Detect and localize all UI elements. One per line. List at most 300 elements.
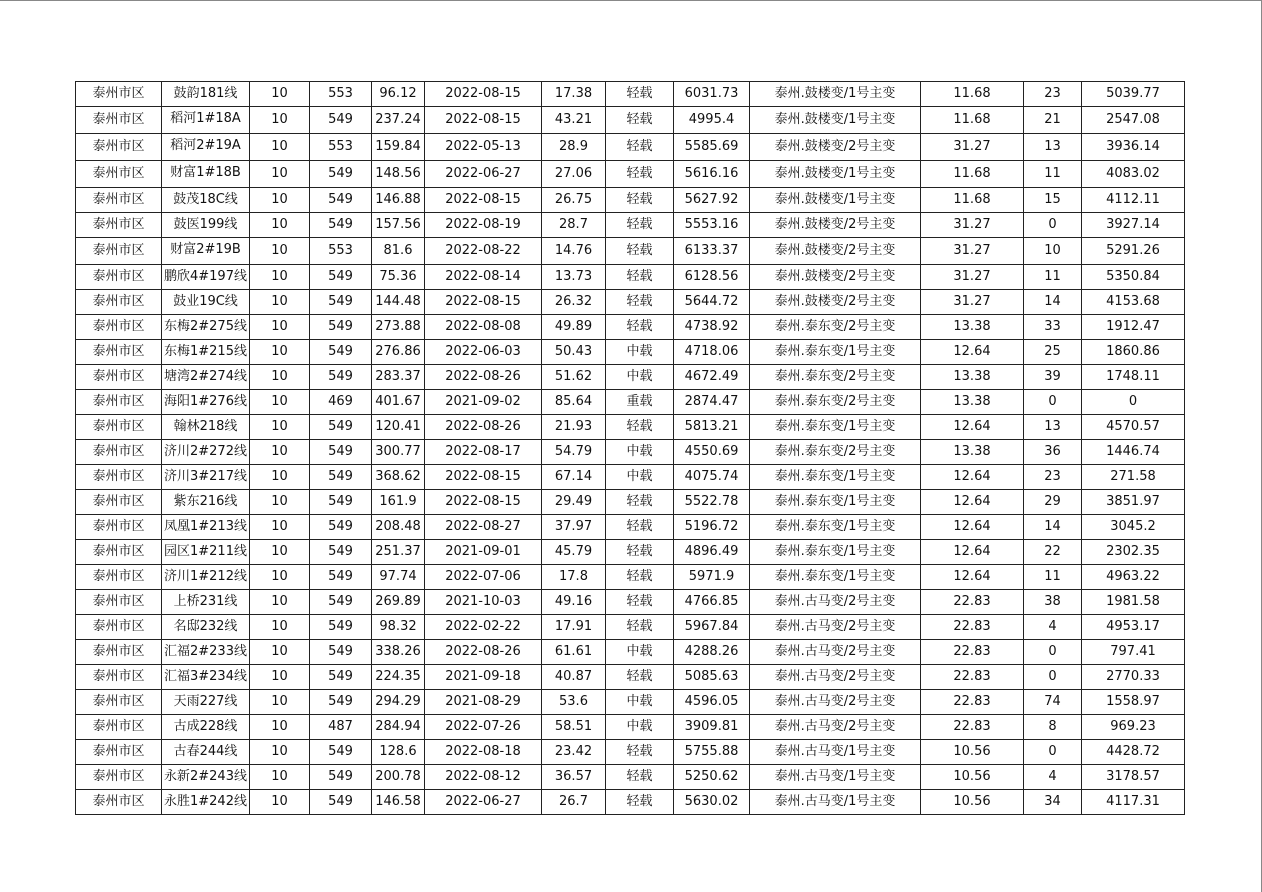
- available-capacity-cell: 5585.69: [674, 134, 750, 161]
- line-name-cell: 稻河2#19A: [162, 134, 250, 161]
- transformer-cell: 泰州.古马变/1号主变: [750, 765, 921, 790]
- table-row: [76, 665, 1185, 690]
- table-row: [76, 365, 1185, 390]
- remaining-capacity-cell: 3178.57: [1082, 765, 1185, 790]
- line-name-cell: 永胜1#242线: [162, 790, 250, 815]
- load-status-cell: 中载: [606, 690, 674, 715]
- available-capacity-cell: 4596.05: [674, 690, 750, 715]
- rated-capacity-cell: 549: [310, 290, 372, 315]
- line-name-cell: 鼓医199线: [162, 213, 250, 238]
- load-rate-cell: 67.14: [542, 465, 606, 490]
- rated-capacity-cell: 549: [310, 790, 372, 815]
- region-cell: 泰州市区: [76, 640, 162, 665]
- date-cell: 2022-06-03: [425, 340, 542, 365]
- load-status-cell: 轻载: [606, 615, 674, 640]
- load-rate-cell: 29.49: [542, 490, 606, 515]
- load-status-cell: 轻载: [606, 740, 674, 765]
- line-name-cell: 鹏欣4#197线: [162, 265, 250, 290]
- rated-capacity-cell: 549: [310, 107, 372, 134]
- transformer-cell: 泰州.泰东变/2号主变: [750, 315, 921, 340]
- users-count-cell: 0: [1024, 213, 1082, 238]
- load-rate-cell: 49.16: [542, 590, 606, 615]
- voltage-cell: 10: [250, 440, 310, 465]
- transformer-load-rate-cell: 22.83: [921, 640, 1024, 665]
- remaining-capacity-cell: 1446.74: [1082, 440, 1185, 465]
- table-row: [76, 590, 1185, 615]
- line-name-cell: 济川2#272线: [162, 440, 250, 465]
- table-row: [76, 615, 1185, 640]
- load-status-cell: 中载: [606, 640, 674, 665]
- available-capacity-cell: 4738.92: [674, 315, 750, 340]
- load-rate-cell: 36.57: [542, 765, 606, 790]
- voltage-cell: 10: [250, 590, 310, 615]
- remaining-capacity-cell: 797.41: [1082, 640, 1185, 665]
- available-capacity-cell: 4766.85: [674, 590, 750, 615]
- remaining-capacity-cell: 2302.35: [1082, 540, 1185, 565]
- transformer-cell: 泰州.古马变/2号主变: [750, 665, 921, 690]
- current-cell: 157.56: [372, 213, 425, 238]
- load-status-cell: 中载: [606, 440, 674, 465]
- load-rate-cell: 26.7: [542, 790, 606, 815]
- region-cell: 泰州市区: [76, 315, 162, 340]
- remaining-capacity-cell: 3927.14: [1082, 213, 1185, 238]
- available-capacity-cell: 5616.16: [674, 161, 750, 188]
- users-count-cell: 11: [1024, 565, 1082, 590]
- table-row: [76, 540, 1185, 565]
- current-cell: 98.32: [372, 615, 425, 640]
- date-cell: 2021-08-29: [425, 690, 542, 715]
- date-cell: 2022-08-18: [425, 740, 542, 765]
- transformer-cell: 泰州.鼓楼变/1号主变: [750, 188, 921, 213]
- users-count-cell: 23: [1024, 465, 1082, 490]
- line-name-cell: 古成228线: [162, 715, 250, 740]
- transformer-load-rate-cell: 10.56: [921, 790, 1024, 815]
- transformer-cell: 泰州.古马变/1号主变: [750, 740, 921, 765]
- current-cell: 401.67: [372, 390, 425, 415]
- load-status-cell: 轻载: [606, 665, 674, 690]
- users-count-cell: 13: [1024, 415, 1082, 440]
- available-capacity-cell: 2874.47: [674, 390, 750, 415]
- voltage-cell: 10: [250, 790, 310, 815]
- load-rate-cell: 54.79: [542, 440, 606, 465]
- transformer-load-rate-cell: 11.68: [921, 161, 1024, 188]
- load-status-cell: 轻载: [606, 188, 674, 213]
- date-cell: 2021-09-01: [425, 540, 542, 565]
- table-row: [76, 161, 1185, 188]
- transformer-load-rate-cell: 22.83: [921, 665, 1024, 690]
- transformer-cell: 泰州.泰东变/1号主变: [750, 515, 921, 540]
- remaining-capacity-cell: 4953.17: [1082, 615, 1185, 640]
- date-cell: 2022-08-26: [425, 365, 542, 390]
- load-rate-cell: 13.73: [542, 265, 606, 290]
- date-cell: 2022-07-26: [425, 715, 542, 740]
- current-cell: 81.6: [372, 238, 425, 265]
- users-count-cell: 33: [1024, 315, 1082, 340]
- load-status-cell: 轻载: [606, 590, 674, 615]
- load-rate-cell: 61.61: [542, 640, 606, 665]
- table-row: [76, 390, 1185, 415]
- load-rate-cell: 28.7: [542, 213, 606, 238]
- rated-capacity-cell: 549: [310, 465, 372, 490]
- date-cell: 2022-08-12: [425, 765, 542, 790]
- users-count-cell: 15: [1024, 188, 1082, 213]
- available-capacity-cell: 4075.74: [674, 465, 750, 490]
- current-cell: 144.48: [372, 290, 425, 315]
- table-row: [76, 465, 1185, 490]
- voltage-cell: 10: [250, 540, 310, 565]
- users-count-cell: 0: [1024, 665, 1082, 690]
- region-cell: 泰州市区: [76, 107, 162, 134]
- voltage-cell: 10: [250, 390, 310, 415]
- load-status-cell: 轻载: [606, 490, 674, 515]
- rated-capacity-cell: 549: [310, 665, 372, 690]
- load-status-cell: 轻载: [606, 238, 674, 265]
- available-capacity-cell: 5553.16: [674, 213, 750, 238]
- line-name-cell: 园区1#211线: [162, 540, 250, 565]
- transformer-cell: 泰州.鼓楼变/2号主变: [750, 213, 921, 238]
- voltage-cell: 10: [250, 107, 310, 134]
- current-cell: 269.89: [372, 590, 425, 615]
- current-cell: 146.58: [372, 790, 425, 815]
- voltage-cell: 10: [250, 640, 310, 665]
- current-cell: 128.6: [372, 740, 425, 765]
- available-capacity-cell: 4672.49: [674, 365, 750, 390]
- remaining-capacity-cell: 4112.11: [1082, 188, 1185, 213]
- voltage-cell: 10: [250, 188, 310, 213]
- available-capacity-cell: 5250.62: [674, 765, 750, 790]
- load-rate-cell: 28.9: [542, 134, 606, 161]
- users-count-cell: 21: [1024, 107, 1082, 134]
- line-name-cell: 上桥231线: [162, 590, 250, 615]
- line-name-cell: 古春244线: [162, 740, 250, 765]
- table-row: [76, 188, 1185, 213]
- load-rate-cell: 23.42: [542, 740, 606, 765]
- line-name-cell: 汇福2#233线: [162, 640, 250, 665]
- load-rate-cell: 50.43: [542, 340, 606, 365]
- line-name-cell: 稻河1#18A: [162, 107, 250, 134]
- date-cell: 2022-08-15: [425, 188, 542, 213]
- region-cell: 泰州市区: [76, 790, 162, 815]
- rated-capacity-cell: 549: [310, 415, 372, 440]
- table-row: [76, 515, 1185, 540]
- line-name-cell: 鼓业19C线: [162, 290, 250, 315]
- transformer-load-rate-cell: 31.27: [921, 290, 1024, 315]
- rated-capacity-cell: 549: [310, 315, 372, 340]
- region-cell: 泰州市区: [76, 440, 162, 465]
- date-cell: 2022-08-15: [425, 465, 542, 490]
- table-row: [76, 565, 1185, 590]
- load-rate-cell: 85.64: [542, 390, 606, 415]
- region-cell: 泰州市区: [76, 238, 162, 265]
- table-row: [76, 134, 1185, 161]
- current-cell: 338.26: [372, 640, 425, 665]
- current-cell: 368.62: [372, 465, 425, 490]
- rated-capacity-cell: 549: [310, 640, 372, 665]
- region-cell: 泰州市区: [76, 365, 162, 390]
- line-name-cell: 海阳1#276线: [162, 390, 250, 415]
- remaining-capacity-cell: 4570.57: [1082, 415, 1185, 440]
- line-name-cell: 鼓茂18C线: [162, 188, 250, 213]
- rated-capacity-cell: 549: [310, 690, 372, 715]
- line-name-cell: 名邸232线: [162, 615, 250, 640]
- transformer-load-rate-cell: 31.27: [921, 265, 1024, 290]
- rated-capacity-cell: 553: [310, 82, 372, 107]
- current-cell: 237.24: [372, 107, 425, 134]
- available-capacity-cell: 5813.21: [674, 415, 750, 440]
- line-name-cell: 财富2#19B: [162, 238, 250, 265]
- remaining-capacity-cell: 3851.97: [1082, 490, 1185, 515]
- table-row: [76, 640, 1185, 665]
- available-capacity-cell: 4550.69: [674, 440, 750, 465]
- transformer-cell: 泰州.古马变/1号主变: [750, 790, 921, 815]
- available-capacity-cell: 4718.06: [674, 340, 750, 365]
- voltage-cell: 10: [250, 490, 310, 515]
- table-row: [76, 765, 1185, 790]
- transformer-load-rate-cell: 12.64: [921, 465, 1024, 490]
- available-capacity-cell: 5971.9: [674, 565, 750, 590]
- transformer-cell: 泰州.鼓楼变/2号主变: [750, 134, 921, 161]
- remaining-capacity-cell: 5350.84: [1082, 265, 1185, 290]
- transformer-load-rate-cell: 11.68: [921, 188, 1024, 213]
- transformer-cell: 泰州.泰东变/1号主变: [750, 540, 921, 565]
- load-status-cell: 中载: [606, 340, 674, 365]
- line-name-cell: 塘湾2#274线: [162, 365, 250, 390]
- region-cell: 泰州市区: [76, 213, 162, 238]
- voltage-cell: 10: [250, 213, 310, 238]
- load-status-cell: 轻载: [606, 213, 674, 238]
- transformer-load-rate-cell: 12.64: [921, 415, 1024, 440]
- transformer-load-rate-cell: 31.27: [921, 134, 1024, 161]
- users-count-cell: 10: [1024, 238, 1082, 265]
- rated-capacity-cell: 553: [310, 134, 372, 161]
- available-capacity-cell: 6031.73: [674, 82, 750, 107]
- transformer-cell: 泰州.鼓楼变/2号主变: [750, 265, 921, 290]
- remaining-capacity-cell: 1860.86: [1082, 340, 1185, 365]
- voltage-cell: 10: [250, 715, 310, 740]
- load-rate-cell: 53.6: [542, 690, 606, 715]
- current-cell: 300.77: [372, 440, 425, 465]
- voltage-cell: 10: [250, 340, 310, 365]
- transformer-cell: 泰州.鼓楼变/1号主变: [750, 161, 921, 188]
- available-capacity-cell: 4288.26: [674, 640, 750, 665]
- rated-capacity-cell: 549: [310, 615, 372, 640]
- voltage-cell: 10: [250, 238, 310, 265]
- rated-capacity-cell: 549: [310, 490, 372, 515]
- region-cell: 泰州市区: [76, 188, 162, 213]
- users-count-cell: 14: [1024, 290, 1082, 315]
- table-row: [76, 82, 1185, 107]
- transformer-cell: 泰州.泰东变/2号主变: [750, 390, 921, 415]
- table-body: [76, 82, 1185, 815]
- transformer-load-rate-cell: 13.38: [921, 390, 1024, 415]
- table-row: [76, 340, 1185, 365]
- line-name-cell: 汇福3#234线: [162, 665, 250, 690]
- load-rate-cell: 51.62: [542, 365, 606, 390]
- line-name-cell: 天雨227线: [162, 690, 250, 715]
- voltage-cell: 10: [250, 365, 310, 390]
- table-row: [76, 690, 1185, 715]
- transformer-cell: 泰州.泰东变/1号主变: [750, 415, 921, 440]
- available-capacity-cell: 3909.81: [674, 715, 750, 740]
- date-cell: 2022-08-19: [425, 213, 542, 238]
- date-cell: 2021-09-02: [425, 390, 542, 415]
- region-cell: 泰州市区: [76, 415, 162, 440]
- transformer-load-rate-cell: 12.64: [921, 565, 1024, 590]
- transformer-cell: 泰州.泰东变/1号主变: [750, 565, 921, 590]
- transformer-load-rate-cell: 12.64: [921, 490, 1024, 515]
- load-status-cell: 中载: [606, 465, 674, 490]
- load-status-cell: 轻载: [606, 765, 674, 790]
- remaining-capacity-cell: 4083.02: [1082, 161, 1185, 188]
- available-capacity-cell: 5644.72: [674, 290, 750, 315]
- transformer-load-rate-cell: 22.83: [921, 590, 1024, 615]
- remaining-capacity-cell: 5039.77: [1082, 82, 1185, 107]
- rated-capacity-cell: 549: [310, 365, 372, 390]
- users-count-cell: 38: [1024, 590, 1082, 615]
- load-rate-cell: 58.51: [542, 715, 606, 740]
- transformer-load-rate-cell: 12.64: [921, 540, 1024, 565]
- transformer-cell: 泰州.鼓楼变/1号主变: [750, 82, 921, 107]
- voltage-cell: 10: [250, 765, 310, 790]
- voltage-cell: 10: [250, 665, 310, 690]
- available-capacity-cell: 4995.4: [674, 107, 750, 134]
- rated-capacity-cell: 549: [310, 188, 372, 213]
- rated-capacity-cell: 553: [310, 238, 372, 265]
- transformer-load-rate-cell: 10.56: [921, 740, 1024, 765]
- users-count-cell: 23: [1024, 82, 1082, 107]
- current-cell: 283.37: [372, 365, 425, 390]
- date-cell: 2022-08-26: [425, 415, 542, 440]
- load-rate-cell: 43.21: [542, 107, 606, 134]
- load-rate-cell: 27.06: [542, 161, 606, 188]
- users-count-cell: 29: [1024, 490, 1082, 515]
- date-cell: 2022-06-27: [425, 161, 542, 188]
- remaining-capacity-cell: 4428.72: [1082, 740, 1185, 765]
- date-cell: 2021-10-03: [425, 590, 542, 615]
- voltage-cell: 10: [250, 134, 310, 161]
- remaining-capacity-cell: 969.23: [1082, 715, 1185, 740]
- date-cell: 2022-02-22: [425, 615, 542, 640]
- current-cell: 161.9: [372, 490, 425, 515]
- current-cell: 159.84: [372, 134, 425, 161]
- date-cell: 2022-07-06: [425, 565, 542, 590]
- table-row: [76, 440, 1185, 465]
- load-status-cell: 轻载: [606, 415, 674, 440]
- table-row: [76, 415, 1185, 440]
- current-cell: 224.35: [372, 665, 425, 690]
- date-cell: 2022-08-27: [425, 515, 542, 540]
- date-cell: 2022-08-14: [425, 265, 542, 290]
- region-cell: 泰州市区: [76, 390, 162, 415]
- transformer-load-rate-cell: 11.68: [921, 107, 1024, 134]
- load-status-cell: 轻载: [606, 790, 674, 815]
- available-capacity-cell: 4896.49: [674, 540, 750, 565]
- available-capacity-cell: 5627.92: [674, 188, 750, 213]
- transformer-load-rate-cell: 22.83: [921, 690, 1024, 715]
- transformer-cell: 泰州.鼓楼变/2号主变: [750, 238, 921, 265]
- voltage-cell: 10: [250, 565, 310, 590]
- rated-capacity-cell: 549: [310, 265, 372, 290]
- line-name-cell: 东梅2#275线: [162, 315, 250, 340]
- date-cell: 2022-08-15: [425, 490, 542, 515]
- region-cell: 泰州市区: [76, 565, 162, 590]
- region-cell: 泰州市区: [76, 161, 162, 188]
- transformer-load-rate-cell: 13.38: [921, 440, 1024, 465]
- transformer-cell: 泰州.古马变/2号主变: [750, 615, 921, 640]
- users-count-cell: 34: [1024, 790, 1082, 815]
- region-cell: 泰州市区: [76, 265, 162, 290]
- current-cell: 294.29: [372, 690, 425, 715]
- load-status-cell: 轻载: [606, 134, 674, 161]
- transformer-load-rate-cell: 12.64: [921, 340, 1024, 365]
- available-capacity-cell: 5755.88: [674, 740, 750, 765]
- users-count-cell: 0: [1024, 740, 1082, 765]
- voltage-cell: 10: [250, 615, 310, 640]
- region-cell: 泰州市区: [76, 590, 162, 615]
- table-row: [76, 265, 1185, 290]
- rated-capacity-cell: 487: [310, 715, 372, 740]
- rated-capacity-cell: 469: [310, 390, 372, 415]
- line-name-cell: 财富1#18B: [162, 161, 250, 188]
- current-cell: 208.48: [372, 515, 425, 540]
- transformer-cell: 泰州.古马变/2号主变: [750, 715, 921, 740]
- line-name-cell: 济川3#217线: [162, 465, 250, 490]
- date-cell: 2022-08-22: [425, 238, 542, 265]
- current-cell: 75.36: [372, 265, 425, 290]
- load-rate-cell: 17.8: [542, 565, 606, 590]
- voltage-cell: 10: [250, 290, 310, 315]
- current-cell: 284.94: [372, 715, 425, 740]
- load-status-cell: 轻载: [606, 315, 674, 340]
- current-cell: 251.37: [372, 540, 425, 565]
- rated-capacity-cell: 549: [310, 515, 372, 540]
- load-rate-cell: 26.75: [542, 188, 606, 213]
- table-row: [76, 715, 1185, 740]
- region-cell: 泰州市区: [76, 465, 162, 490]
- table-row: [76, 290, 1185, 315]
- table-row: [76, 490, 1185, 515]
- transformer-load-rate-cell: 11.68: [921, 82, 1024, 107]
- date-cell: 2022-05-13: [425, 134, 542, 161]
- transformer-load-rate-cell: 22.83: [921, 715, 1024, 740]
- users-count-cell: 14: [1024, 515, 1082, 540]
- load-rate-cell: 21.93: [542, 415, 606, 440]
- voltage-cell: 10: [250, 315, 310, 340]
- load-rate-cell: 49.89: [542, 315, 606, 340]
- load-status-cell: 轻载: [606, 82, 674, 107]
- region-cell: 泰州市区: [76, 515, 162, 540]
- transformer-cell: 泰州.鼓楼变/1号主变: [750, 107, 921, 134]
- load-rate-cell: 26.32: [542, 290, 606, 315]
- users-count-cell: 4: [1024, 765, 1082, 790]
- remaining-capacity-cell: 0: [1082, 390, 1185, 415]
- line-name-cell: 济川1#212线: [162, 565, 250, 590]
- line-name-cell: 紫东216线: [162, 490, 250, 515]
- users-count-cell: 11: [1024, 161, 1082, 188]
- available-capacity-cell: 5630.02: [674, 790, 750, 815]
- region-cell: 泰州市区: [76, 740, 162, 765]
- region-cell: 泰州市区: [76, 134, 162, 161]
- transformer-cell: 泰州.古马变/2号主变: [750, 590, 921, 615]
- rated-capacity-cell: 549: [310, 440, 372, 465]
- available-capacity-cell: 6133.37: [674, 238, 750, 265]
- rated-capacity-cell: 549: [310, 590, 372, 615]
- table-row: [76, 213, 1185, 238]
- transformer-cell: 泰州.泰东变/1号主变: [750, 340, 921, 365]
- date-cell: 2021-09-18: [425, 665, 542, 690]
- available-capacity-cell: 5522.78: [674, 490, 750, 515]
- voltage-cell: 10: [250, 161, 310, 188]
